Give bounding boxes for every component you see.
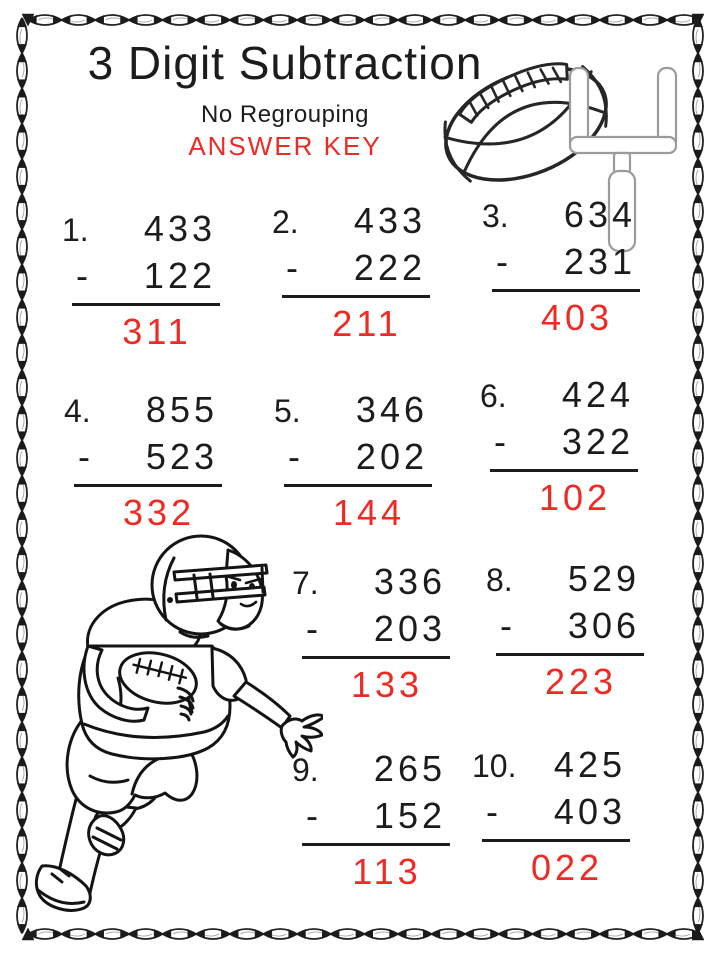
minus-sign: - bbox=[288, 435, 300, 477]
subtrahend: 322 bbox=[561, 420, 634, 462]
subtrahend-row bbox=[302, 793, 450, 846]
subtrahend: 203 bbox=[373, 607, 446, 649]
problem-number: 4. bbox=[64, 393, 91, 429]
subtraction-problem bbox=[292, 746, 450, 895]
minuend: 424 bbox=[561, 374, 634, 415]
answer: 133 bbox=[350, 663, 424, 705]
subtrahend: 222 bbox=[353, 246, 426, 288]
minuend-row bbox=[64, 387, 222, 434]
subtitle: No Regrouping bbox=[201, 101, 369, 128]
subtrahend-row bbox=[482, 789, 630, 842]
minuend: 634 bbox=[563, 194, 636, 235]
minuend-row bbox=[486, 556, 644, 603]
subtrahend: 152 bbox=[373, 794, 446, 836]
minuend-row bbox=[274, 387, 432, 434]
subtrahend-row bbox=[282, 245, 430, 298]
page-title: 3 Digit Subtraction bbox=[87, 37, 483, 89]
subtrahend: 306 bbox=[567, 604, 640, 646]
minuend: 265 bbox=[373, 748, 446, 789]
subtrahend-row bbox=[492, 239, 640, 292]
minuend: 336 bbox=[373, 561, 446, 602]
subtraction-problem bbox=[486, 556, 644, 705]
subtrahend-row bbox=[74, 434, 222, 487]
subtrahend: 202 bbox=[355, 435, 428, 477]
problem-number: 9. bbox=[292, 752, 319, 788]
subtraction-problem bbox=[482, 192, 640, 341]
answer: 403 bbox=[540, 296, 614, 338]
answer: 223 bbox=[544, 660, 618, 702]
minuend: 346 bbox=[355, 389, 428, 430]
minuend-row bbox=[292, 746, 450, 793]
subtraction-problem bbox=[472, 742, 630, 891]
minuend: 529 bbox=[567, 558, 640, 599]
subtraction-problem bbox=[62, 206, 220, 355]
minuend: 425 bbox=[553, 744, 626, 785]
subtrahend: 523 bbox=[145, 435, 218, 477]
problem-number: 7. bbox=[292, 565, 319, 601]
problem-number: 10. bbox=[472, 748, 517, 784]
minuend-row bbox=[292, 559, 450, 606]
minuend-row bbox=[482, 192, 640, 239]
subtrahend: 403 bbox=[553, 790, 626, 832]
answer: 022 bbox=[530, 846, 604, 888]
subtraction-problem bbox=[292, 559, 450, 708]
problem-number: 3. bbox=[482, 198, 509, 234]
minus-sign: - bbox=[78, 435, 90, 477]
subtraction-problem bbox=[272, 198, 430, 347]
subtrahend-row bbox=[490, 419, 638, 472]
answer: 211 bbox=[332, 302, 402, 344]
problem-number: 5. bbox=[274, 393, 301, 429]
answer: 311 bbox=[122, 310, 192, 352]
minus-sign: - bbox=[486, 790, 498, 832]
subtrahend-row bbox=[72, 253, 220, 306]
minuend-row bbox=[472, 742, 630, 789]
minus-sign: - bbox=[496, 240, 508, 282]
problem-number: 6. bbox=[480, 378, 507, 414]
subtraction-problem bbox=[480, 372, 638, 521]
minuend: 433 bbox=[353, 200, 426, 241]
minus-sign: - bbox=[306, 794, 318, 836]
problem-number: 2. bbox=[272, 204, 299, 240]
minus-sign: - bbox=[500, 604, 512, 646]
answer-key-label: ANSWER KEY bbox=[188, 131, 382, 161]
minuend: 855 bbox=[145, 389, 218, 430]
minus-sign: - bbox=[286, 246, 298, 288]
answer: 113 bbox=[352, 850, 422, 892]
subtraction-problem bbox=[274, 387, 432, 536]
subtrahend-row bbox=[302, 606, 450, 659]
subtrahend: 122 bbox=[143, 254, 216, 296]
minuend-row bbox=[480, 372, 638, 419]
problem-number: 1. bbox=[62, 212, 89, 248]
minus-sign: - bbox=[494, 420, 506, 462]
minuend: 433 bbox=[143, 208, 216, 249]
subtrahend-row bbox=[284, 434, 432, 487]
problem-number: 8. bbox=[486, 562, 513, 598]
minuend-row bbox=[272, 198, 430, 245]
minuend-row bbox=[62, 206, 220, 253]
minus-sign: - bbox=[76, 254, 88, 296]
minus-sign: - bbox=[306, 607, 318, 649]
answer: 332 bbox=[122, 491, 196, 533]
answer: 102 bbox=[538, 476, 612, 518]
subtrahend: 231 bbox=[563, 240, 636, 282]
subtraction-problem bbox=[64, 387, 222, 536]
answer: 144 bbox=[332, 491, 406, 533]
subtrahend-row bbox=[496, 603, 644, 656]
